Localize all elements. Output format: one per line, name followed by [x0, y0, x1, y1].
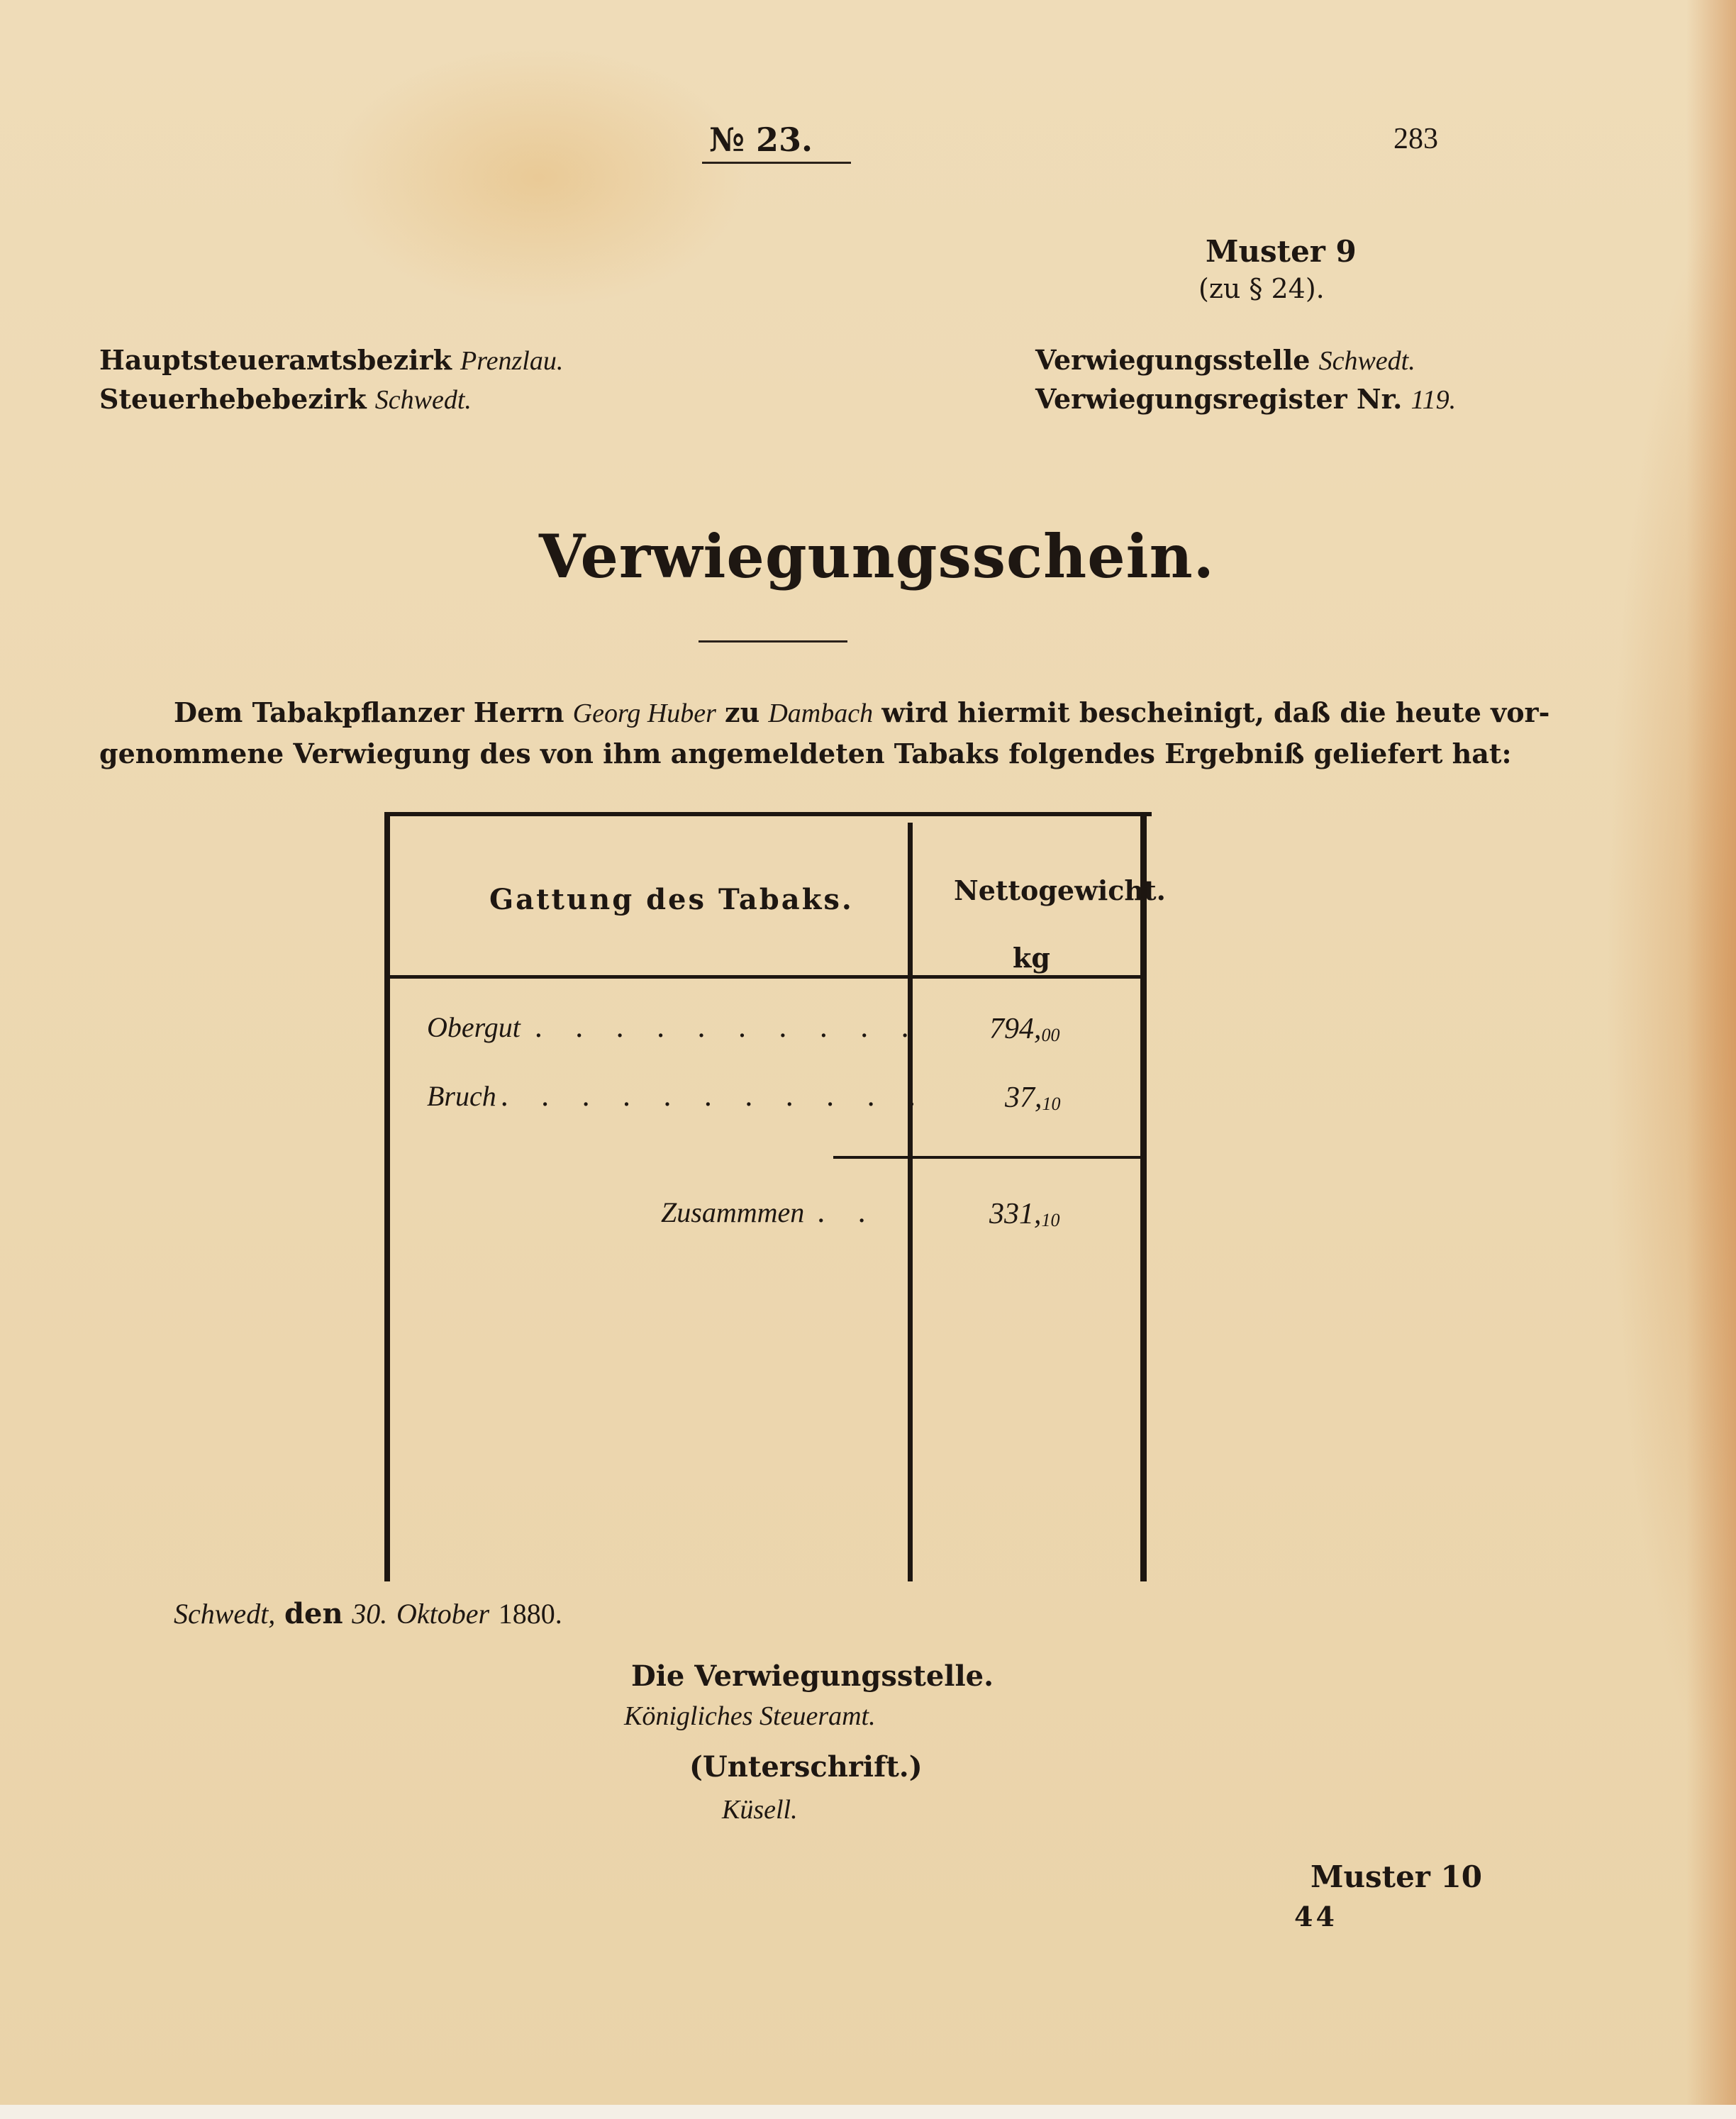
- column-header-weight: Nettogewicht.: [954, 874, 1166, 906]
- register-label: Verwiegungsregister Nr.: [1035, 383, 1403, 415]
- total-value: [989, 1197, 1060, 1231]
- planter-name: Georg Huber: [572, 699, 716, 728]
- district-line: [99, 344, 563, 377]
- scan-margin: [0, 2105, 1736, 2119]
- page-number: 283: [1393, 123, 1438, 155]
- station-label: Verwiegungsstelle: [1035, 344, 1311, 376]
- body-text-b: zu: [725, 696, 760, 728]
- issue-underline: [702, 162, 851, 164]
- column-header-unit: kg: [1013, 942, 1050, 974]
- next-form-label: Muster 10: [1311, 1859, 1482, 1894]
- planter-place: Dambach: [768, 699, 874, 728]
- total-value-dec: 10: [1041, 1210, 1060, 1230]
- date-month: Oktober: [396, 1598, 490, 1630]
- register-line: [1035, 383, 1456, 416]
- station-value: Schwedt.: [1318, 346, 1415, 376]
- table-divider-rule: [908, 823, 913, 1581]
- body-text-c: wird hiermit bescheinigt, daß die heute vor-: [881, 696, 1550, 728]
- total-dots: . .: [816, 1196, 878, 1229]
- row-label: Bruch: [427, 1080, 496, 1112]
- sheet-number: 44: [1294, 1901, 1337, 1932]
- total-label: Zusammmen: [661, 1196, 805, 1228]
- row-value: [1005, 1081, 1061, 1115]
- signing-office: Die Verwiegungsstelle.: [631, 1659, 994, 1693]
- district-label: Hauptsteuerамtsbezirk: [99, 344, 452, 376]
- form-reference: (zu § 24).: [1198, 273, 1325, 304]
- collection-label: Steuerhebebezirk: [99, 383, 367, 415]
- column-header-type: Gattung des Tabaks.: [489, 883, 854, 916]
- table-header-rule: [390, 975, 1142, 979]
- row-value-dec: 10: [1042, 1094, 1061, 1114]
- signing-authority: Königliches Steueramt.: [624, 1701, 876, 1731]
- table-row: [427, 1011, 921, 1044]
- date-den: den: [284, 1597, 343, 1630]
- body-line-1: [174, 696, 1549, 729]
- collection-line: [99, 383, 472, 416]
- row-value-dec: 00: [1041, 1025, 1060, 1045]
- signature-name: Küsell.: [722, 1795, 798, 1825]
- table-total-rule: [833, 1156, 1142, 1159]
- title-rule: [699, 640, 847, 643]
- table-right-rule: [1140, 812, 1147, 1581]
- date-year: 1880.: [498, 1598, 562, 1630]
- body-text-a: Dem Tabakpflanzer Herrn: [174, 696, 564, 728]
- row-value-int: 794,: [989, 1013, 1042, 1045]
- table-left-rule: [384, 812, 390, 1581]
- register-value: 119.: [1410, 385, 1457, 415]
- collection-value: Schwedt.: [374, 385, 472, 415]
- date-day: 30.: [352, 1598, 388, 1630]
- row-dots: . . . . . . . . . .: [533, 1011, 921, 1044]
- total-value-int: 331,: [989, 1198, 1042, 1230]
- total-row: [661, 1196, 877, 1229]
- issue-number: № 23.: [709, 121, 813, 159]
- row-value-int: 37,: [1005, 1081, 1042, 1114]
- row-dots: . . . . . . . . . . .: [499, 1080, 928, 1113]
- paper-edge-stain: [1686, 0, 1736, 2119]
- table-top-rule: [384, 812, 1152, 816]
- row-value: [989, 1012, 1060, 1046]
- row-label: Obergut: [427, 1011, 521, 1043]
- form-label: Muster 9: [1206, 234, 1357, 269]
- body-line-2: genommene Verwiegung des von ihm angemeldeten Tabaks folgendes Ergebniß geliefert hat:: [99, 738, 1512, 769]
- district-value: Prenzlau.: [460, 346, 564, 376]
- signature-label: (Unterschrift.): [689, 1750, 923, 1784]
- place: Schwedt,: [174, 1598, 276, 1630]
- station-line: [1035, 344, 1415, 377]
- table-row: [427, 1079, 928, 1113]
- place-date: [174, 1597, 562, 1630]
- document-title: Verwiegungsschein.: [539, 521, 1215, 591]
